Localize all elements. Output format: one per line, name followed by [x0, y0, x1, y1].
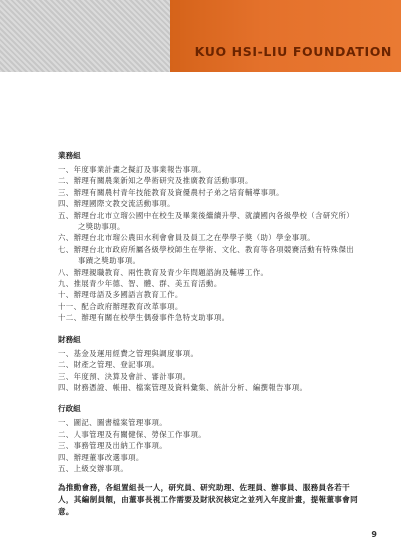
list-item: 五、辦理台北市立瑠公國中在校生及畢業後繼續升學、就讀國內各級學校（含研究所）之獎助事項。 [58, 210, 355, 232]
list-item: 二、財產之管理、登記事項。 [58, 360, 160, 370]
section-title: 財務組 [58, 334, 81, 344]
section-finance [58, 334, 358, 394]
list-item: 九、推展青少年德、智、體、群、美五育活動。 [58, 279, 222, 289]
list-item: 七、辦理台北市政府所屬各級學校師生在學術、文化、教育等各項競賽活動有特殊傑出事蹟之獎助事項。 [58, 244, 355, 266]
list-item: 五、上級交辦事項。 [58, 463, 129, 473]
section-business [58, 150, 358, 324]
list-item: 三、事務管理及出納工作事項。 [58, 441, 168, 451]
document-body [58, 150, 358, 518]
list-item: 四、財務憑證、帳冊、檔案管理及資料彙集、統計分析、編撰報告事項。 [58, 382, 308, 392]
list-item: 六、辦理台北市瑠公農田水利會會員及員工之在學學子獎（助）學金事項。 [58, 233, 316, 243]
closing-paragraph: 為推動會務，各組置組長一人，研究員、研究助理、佐理員、辦事員、服務員各若干人，其編制員額，由董事長視工作需要及財狀況核定之並列入年度計畫，提報董事會同意。 [58, 483, 358, 517]
section-title: 行政組 [58, 404, 81, 414]
list-item: 十二、辦理有關在校學生偶發事件急特支助事項。 [58, 313, 230, 323]
list-item: 三、辦理有關農村青年技能教育及資優農村子弟之培育輔導事項。 [58, 187, 284, 197]
page-number: 9 [371, 530, 377, 539]
header-orange-band [170, 0, 401, 72]
list-item: 十、辦理母語及多國語言教育工作。 [58, 290, 183, 300]
section-title: 業務組 [58, 151, 81, 160]
section-administration [58, 403, 358, 474]
list-item: 四、辦理國際文教交流活動事項。 [58, 199, 175, 209]
list-item: 一、基金及運用經費之管理與調度事項。 [58, 348, 199, 358]
list-item: 三、年度預、決算及會計、審計事項。 [58, 371, 191, 381]
foundation-name: KUO HSI-LIU FOUNDATION [194, 44, 392, 59]
list-item: 一、年度事業計畫之擬訂及事業報告事項。 [58, 165, 207, 174]
list-item: 二、人事管理及有關健保、勞保工作事項。 [58, 429, 207, 439]
page-header [0, 0, 401, 72]
list-item: 十一、配合政府辦理教育改革事項。 [58, 301, 183, 311]
header-gray-band [0, 0, 170, 72]
list-item: 四、辦理董事改選事項。 [58, 452, 144, 462]
list-item: 二、辦理有關農業新知之學術研究及推廣教育活動事項。 [58, 176, 253, 186]
list-item: 八、辦理親職教育、兩性教育及青少年問題諮詢及輔導工作。 [58, 267, 269, 277]
list-item: 一、圖記、圖書檔案管理事項。 [58, 418, 168, 428]
